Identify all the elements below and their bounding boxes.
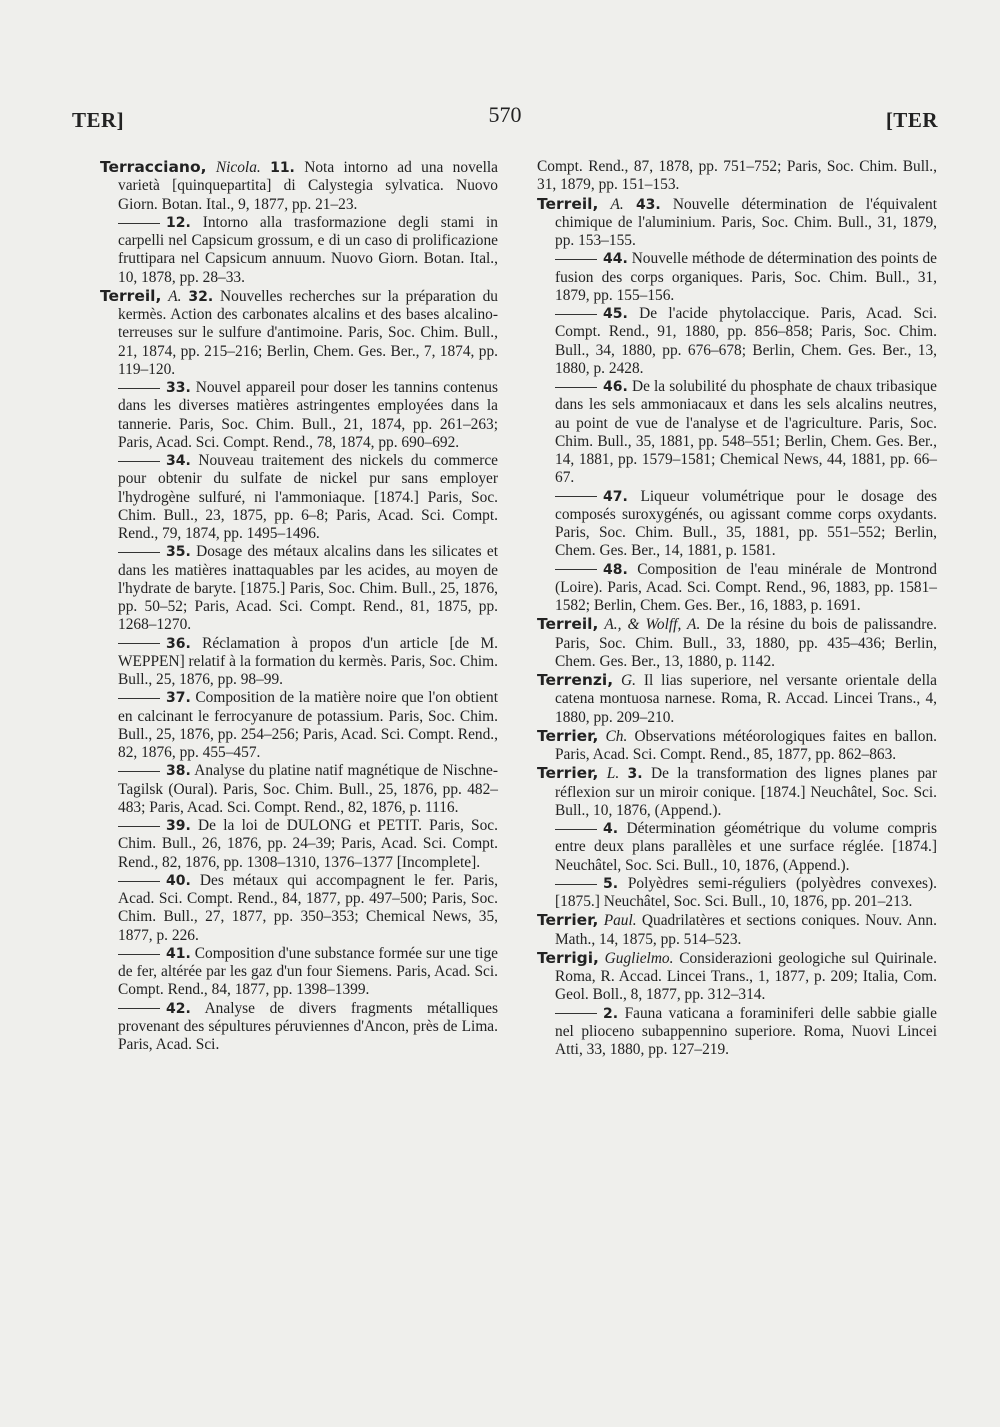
bibliography-entry <box>537 949 937 1005</box>
ditto-dash <box>118 388 160 389</box>
entry-number: 12. <box>166 214 191 231</box>
bibliography-sub-entry <box>537 820 937 875</box>
entry-number: 44. <box>603 251 628 268</box>
entry-text: Compt. Rend., 87, 1878, pp. 751–752; Paris, Soc. Chim. Bull., 31, 1879, pp. 151–153. <box>537 158 937 194</box>
header-left: TER] <box>72 108 125 132</box>
entry-number: 38. <box>166 763 191 780</box>
author-name: Terracciano, <box>100 158 207 176</box>
bibliography-sub-entry <box>537 561 937 616</box>
bibliography-sub-entry <box>100 214 498 287</box>
ditto-dash <box>555 387 597 388</box>
entry-number: 2. <box>603 1005 619 1022</box>
bibliography-sub-entry <box>100 689 498 762</box>
ditto-dash <box>555 259 597 260</box>
entry-text: Nouvelle détermination de l'équivalent chimique de l'aluminium. Paris, Soc. Chim. Bull., 31, 1879, pp. 153–155. <box>555 195 937 249</box>
entry-text: Dosage des métaux alcalins dans les silicates et dans les matières inattaquables par les acides, au moyen de l'hydrate de baryte. [1875.] Paris, Soc. Chim. Bull., 25, 1876, pp. 50–52; Paris, Acad. Sci. Compt. Rend., 81, 1875, pp. 1268–1270. <box>118 543 498 634</box>
entry-text: Il lias superiore, nel versante orientale della catena montuosa narnese. Roma, R. Accad. Lincei Trans., 4, 1880, pp. 209–210. <box>555 672 937 726</box>
ditto-dash <box>118 461 160 462</box>
entry-text: Fauna vaticana a foraminiferi delle sabbie gialle nel plioceno subappennino superiore. Roma, Nuovi Lincei Atti, 33, 1880, pp. 127–219. <box>555 1004 937 1058</box>
author-name: Terreil, <box>100 286 162 305</box>
ditto-dash <box>555 884 597 885</box>
bibliography-entry <box>537 615 937 671</box>
entry-text: De l'acide phytolaccique. Paris, Acad. Sci. Compt. Rend., 91, 1880, pp. 856–858; Paris, Soc. Chim. Bull., 34, 1880, pp. 676–678; Berlin, Chem. Ges. Ber., 13, 1880, p. 2428. <box>555 305 937 377</box>
author-given-name: A., & Wolff, A. <box>604 616 701 634</box>
bibliography-sub-entry <box>537 305 937 378</box>
entry-number: 33. <box>166 380 191 396</box>
author-name: Terreil, <box>537 615 599 634</box>
ditto-dash <box>555 1013 597 1014</box>
entry-text: Liqueur volumétrique pour le dosage des composés suroxygénés, ou agissant comme corps oxydants. Paris, Soc. Chim. Bull., 35, 1881, pp. 551–552; Berlin, Chem. Ges. Ber., 14, 1881, p. 1581. <box>555 487 937 560</box>
bibliography-sub-entry <box>100 635 498 690</box>
header-right: [TER <box>885 108 938 132</box>
entry-text: Nouvelles recherches sur la préparation du kermès. Action des carbonates alcalins et des bases alcalino-terreuses sur le sulfure d'antimoine. Paris, Soc. Chim. Bull., 21, 1874, pp. 215–216; Berlin, Chem. Ges. Ber., 7, 1874, pp. 119–120. <box>118 287 498 378</box>
bibliography-entry <box>537 195 937 251</box>
author-given-name: L. <box>606 765 620 783</box>
bibliography-entry <box>100 158 498 214</box>
entry-number: 32. <box>188 288 214 305</box>
bibliography-sub-entry <box>537 488 937 561</box>
ditto-dash <box>118 881 160 882</box>
author-name: Terrier, <box>537 726 599 745</box>
bibliography-sub-entry <box>100 543 498 634</box>
ditto-dash <box>118 552 160 553</box>
author-name: Terrier, <box>537 911 599 930</box>
author-given-name: Nicola. <box>215 159 261 176</box>
entry-text: Intorno alla trasformazione degli stami in carpelli nel Capsicum grossum, e di un caso di prolificazione fruttipara nel Capsicum annuum. Nuovo Giorn. Botan. Ital., 10, 1878, pp. 28–33. <box>118 213 498 286</box>
bibliography-sub-entry <box>100 452 498 543</box>
entry-text: Quadrilatères et sections coniques. Nouv. Ann. Math., 14, 1875, pp. 514–523. <box>555 912 937 948</box>
entry-number: 35. <box>166 544 191 561</box>
ditto-dash <box>118 954 160 955</box>
entry-continuation <box>537 158 937 195</box>
bibliography-entry <box>537 911 937 949</box>
entry-text: De la loi de DULONG et PETIT. Paris, Soc. Chim. Bull., 26, 1876, pp. 24–39; Paris, Acad. Sci. Compt. Rend., 82, 1876, pp. 1308–1310, 1376–1377 [Incomplete]. <box>118 817 498 871</box>
entry-number: 34. <box>166 453 191 469</box>
author-given-name: A. <box>610 195 624 213</box>
entry-number: 41. <box>166 945 191 962</box>
ditto-dash <box>555 569 597 570</box>
entry-text: Nota intorno ad una novella varietà [quinquepartita] di Calystegia sylvatica. Nuovo Giorn. Botan. Ital., 9, 1877, pp. 21–23. <box>118 159 498 213</box>
entry-number: 42. <box>166 1000 191 1017</box>
bibliography-sub-entry <box>100 379 498 452</box>
entry-number: 40. <box>166 872 191 889</box>
entry-number: 5. <box>603 875 619 892</box>
bibliography-sub-entry <box>100 1000 498 1055</box>
entry-text: De la transformation des lignes planes par réflexion sur un miroir conique. [1874.] Neuchâtel, Soc. Sci. Bull., 10, 1876, (Append.). <box>555 765 937 819</box>
entry-text: Considerazioni geologiche sul Quirinale. Roma, R. Accad. Lincei Trans., 1, 1877, p. 209; Italia, Com. Geol. Boll., 8, 1877, pp. 312–314. <box>555 949 937 1004</box>
entry-text: De la résine du bois de palissandre. Paris, Soc. Chim. Bull., 33, 1880, pp. 435–436; Berlin, Chem. Ges. Ber., 13, 1880, p. 1142. <box>555 616 938 670</box>
bibliography-sub-entry <box>537 378 937 488</box>
author-name: Terrier, <box>537 764 599 783</box>
bibliography-entry <box>537 727 937 765</box>
entry-number: 46. <box>603 379 628 395</box>
bibliography-sub-entry <box>100 872 498 945</box>
bibliography-sub-entry <box>537 250 937 305</box>
author-name: Terreil, <box>537 194 599 213</box>
entry-number: 48. <box>603 561 628 578</box>
entry-text: Nouvelle méthode de détermination des points de fusion des corps organiques. Paris, Soc. Chim. Bull., 31, 1879, pp. 155–156. <box>555 250 937 304</box>
author-name: Terrenzi, <box>537 671 614 689</box>
entry-number: 11. <box>270 160 295 176</box>
author-given-name: Paul. <box>603 912 637 930</box>
ditto-dash <box>555 496 597 497</box>
author-given-name: Guglielmo. <box>604 949 674 967</box>
ditto-dash <box>555 829 597 830</box>
ditto-dash <box>118 1008 160 1009</box>
entry-number: 39. <box>166 818 191 834</box>
author-given-name: G. <box>621 672 636 689</box>
running-header <box>72 102 938 142</box>
bibliography-entry <box>100 287 498 379</box>
entry-text: Composition de la matière noire que l'on obtient en calcinant le ferrocyanure de potassium. Paris, Soc. Chim. Bull., 25, 1876, pp. 254–256; Paris, Acad. Sci. Compt. Rend., 82, 1876, pp. 455–457. <box>118 689 498 761</box>
left-column <box>100 158 498 1054</box>
entry-number: 4. <box>603 821 619 837</box>
entry-text: Analyse de divers fragments métalliques provenant des sépultures péruviennes d'Ancon, près de Lima. Paris, Acad. Sci. <box>118 999 499 1053</box>
entry-text: Analyse du platine natif magnétique de Nischne-Tagilsk (Oural). Paris, Soc. Chim. Bull., 25, 1876, pp. 482–483; Paris, Acad. Sci. Compt. Rend., 82, 1876, p. 1116. <box>118 762 498 816</box>
page-number: 570 <box>488 102 522 127</box>
ditto-dash <box>118 698 160 699</box>
ditto-dash <box>118 826 160 827</box>
entry-number: 37. <box>166 690 191 707</box>
entry-text: Polyèdres semi-réguliers (polyèdres convexes). [1875.] Neuchâtel, Soc. Sci. Bull., 10, 1876, pp. 201–213. <box>555 874 937 910</box>
ditto-dash <box>118 643 160 644</box>
entry-number: 3. <box>627 766 643 783</box>
entry-number: 36. <box>166 635 191 652</box>
entry-number: 47. <box>603 488 628 505</box>
bibliography-sub-entry <box>100 945 498 1000</box>
entry-text: Des métaux qui accompagnent le fer. Paris, Acad. Sci. Compt. Rend., 84, 1877, pp. 497–500; Paris, Soc. Chim. Bull., 27, 1877, pp. 350–353; Chemical News, 35, 1877, p. 226. <box>118 871 498 944</box>
author-name: Terrigi, <box>537 948 599 967</box>
entry-text: Composition de l'eau minérale de Montrond (Loire). Paris, Acad. Sci. Compt. Rend., 96, 1883, pp. 1581–1582; Berlin, Chem. Ges. Ber., 16, 1883, p. 1691. <box>555 560 937 614</box>
bibliography-sub-entry <box>537 1005 937 1060</box>
ditto-dash <box>118 223 160 224</box>
ditto-dash <box>118 771 160 772</box>
entry-number: 45. <box>603 306 628 322</box>
author-given-name: Ch. <box>605 727 628 745</box>
entry-number: 43. <box>635 196 661 213</box>
entry-text: Observations météorologiques faites en ballon. Paris, Acad. Sci. Compt. Rend., 85, 1877, pp. 862–863. <box>555 727 937 763</box>
author-given-name: A. <box>168 287 182 305</box>
bibliography-sub-entry <box>100 817 498 872</box>
bibliography-entry <box>537 671 937 727</box>
entry-text: Détermination géométrique du volume compris entre deux plans parallèles et une surface réglée. [1874.] Neuchâtel, Soc. Sci. Bull., 10, 1876, (Append.). <box>555 820 937 874</box>
bibliography-entry <box>537 764 937 820</box>
entry-text: Nouveau traitement des nickels du commerce pour obtenir du sulfate de nickel pur sans employer l'hydrogène sulfuré, ni l'ammoniaque. [1874.] Paris, Soc. Chim. Bull., 23, 1875, pp. 6–8; Paris, Acad. Sci. Compt. Rend., 79, 1874, pp. 1495–1496. <box>118 452 498 542</box>
bibliography-sub-entry <box>100 762 498 817</box>
entry-text: Nouvel appareil pour doser les tannins contenus dans les diverses matières astringentes employées dans la tannerie. Paris, Soc. Chim. Bull., 21, 1874, pp. 261–263; Paris, Acad. Sci. Compt. Rend., 78, 1874, pp. 690–692. <box>118 379 498 451</box>
entry-text: De la solubilité du phosphate de chaux tribasique dans les sels ammoniacaux et dans les sels alcalins neutres, au point de vue de l'analyse et de l'agriculture. Paris, Soc. Chim. Bull., 35, 1881, pp. 548–551; Berlin, Chem. Ges. Ber., 14, 1881, pp. 1579–1581; Chemical News, 44, 1881, pp. 66–67. <box>555 378 937 487</box>
entry-text: Réclamation à propos d'un article [de M. WEPPEN] relatif à la formation du kermès. Paris, Soc. Chim. Bull., 25, 1876, pp. 98–99. <box>118 634 498 688</box>
bibliography-sub-entry <box>537 875 937 912</box>
entry-text: Composition d'une substance formée sur une tige de fer, altérée par les gaz d'un four Siemens. Paris, Acad. Sci. Compt. Rend., 84, 1877, pp. 1398–1399. <box>118 944 498 999</box>
ditto-dash <box>555 314 597 315</box>
right-column <box>537 158 937 1059</box>
